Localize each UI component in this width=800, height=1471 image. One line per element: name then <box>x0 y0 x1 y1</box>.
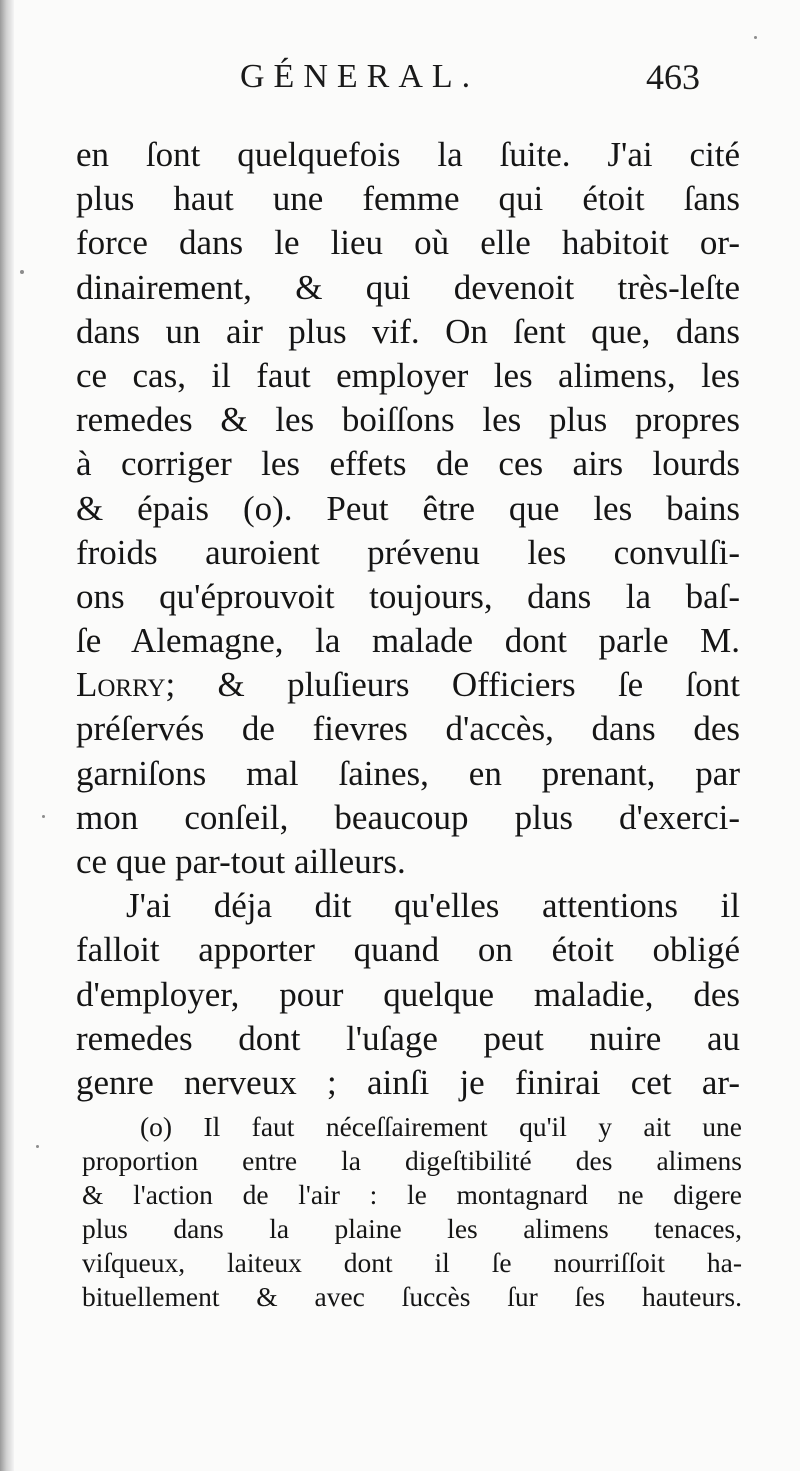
text-line: dinairement, & qui devenoit très-leſte <box>76 267 740 307</box>
text-line: plus haut une femme qui étoit ſans <box>76 179 740 219</box>
text-line: & épais (o). Peut être que les bains <box>76 488 740 528</box>
text-line: ons qu'éprouvoit toujours, dans la baſ- <box>76 576 740 616</box>
text-line: dans un air plus vif. On ſent que, dans <box>76 311 740 351</box>
footnote-line: & l'action de l'air : le montagnard ne digere <box>82 1179 742 1210</box>
footnote-line: proportion entre la digeſtibilité des alimens <box>82 1145 742 1176</box>
footnote-line: viſqueux, laiteux dont il ſe nourriſſoit ha- <box>82 1247 742 1278</box>
text-line: garniſons mal ſaines, en prenant, par <box>76 753 740 793</box>
text-line-rest: ; & pluſieurs Officiers ſe ſont <box>165 665 740 705</box>
text-line: froids auroient prévenu les convulſi- <box>76 532 740 572</box>
author-name-lorry: Lorry <box>76 665 166 705</box>
text-line: d'employer, pour quelque maladie, des <box>76 974 740 1014</box>
footnote-line: bituellement & avec ſuccès ſur ſes hauteurs. <box>82 1281 742 1312</box>
text-line: à corriger les effets de ces airs lourds <box>76 444 740 484</box>
text-line-lorry <box>76 663 740 707</box>
paragraph-start-line: J'ai déja dit qu'elles attentions il <box>126 886 740 926</box>
main-text <box>76 133 740 1105</box>
footnote <box>82 1110 742 1314</box>
binding-gutter <box>0 0 14 1471</box>
text-line: falloit apporter quand on étoit obligé <box>76 930 740 970</box>
text-line: force dans le lieu où elle habitoit or- <box>76 223 740 263</box>
text-line: mon conſeil, beaucoup plus d'exerci- <box>76 797 740 837</box>
text-line: ce cas, il faut employer les alimens, les <box>76 355 740 395</box>
paper-speck <box>42 815 45 818</box>
text-line: genre nerveux ; ainſi je finirai cet ar- <box>76 1062 740 1102</box>
footnote-line: (o) Il faut néceſſairement qu'il y ait une <box>140 1111 742 1142</box>
paper-speck <box>36 1145 39 1148</box>
paper-speck <box>754 36 757 39</box>
text-line: remedes dont l'uſage peut nuire au <box>76 1018 740 1058</box>
book-page <box>14 0 800 1471</box>
text-line: remedes & les boiſſons les plus propres <box>76 400 740 440</box>
paper-speck <box>20 270 24 274</box>
running-head <box>14 52 800 102</box>
text-line: préſervés de fievres d'accès, dans des <box>76 709 740 749</box>
page-number: 463 <box>646 57 700 97</box>
text-line: ce que par-tout ailleurs. <box>76 842 406 881</box>
running-title: GÉNERAL. <box>240 58 480 95</box>
text-line: ſe Alemagne, la malade dont parle M. <box>76 621 740 661</box>
text-line: en ſont quelquefois la ſuite. J'ai cité <box>76 135 740 174</box>
footnote-line: plus dans la plaine les alimens tenaces, <box>82 1213 742 1244</box>
